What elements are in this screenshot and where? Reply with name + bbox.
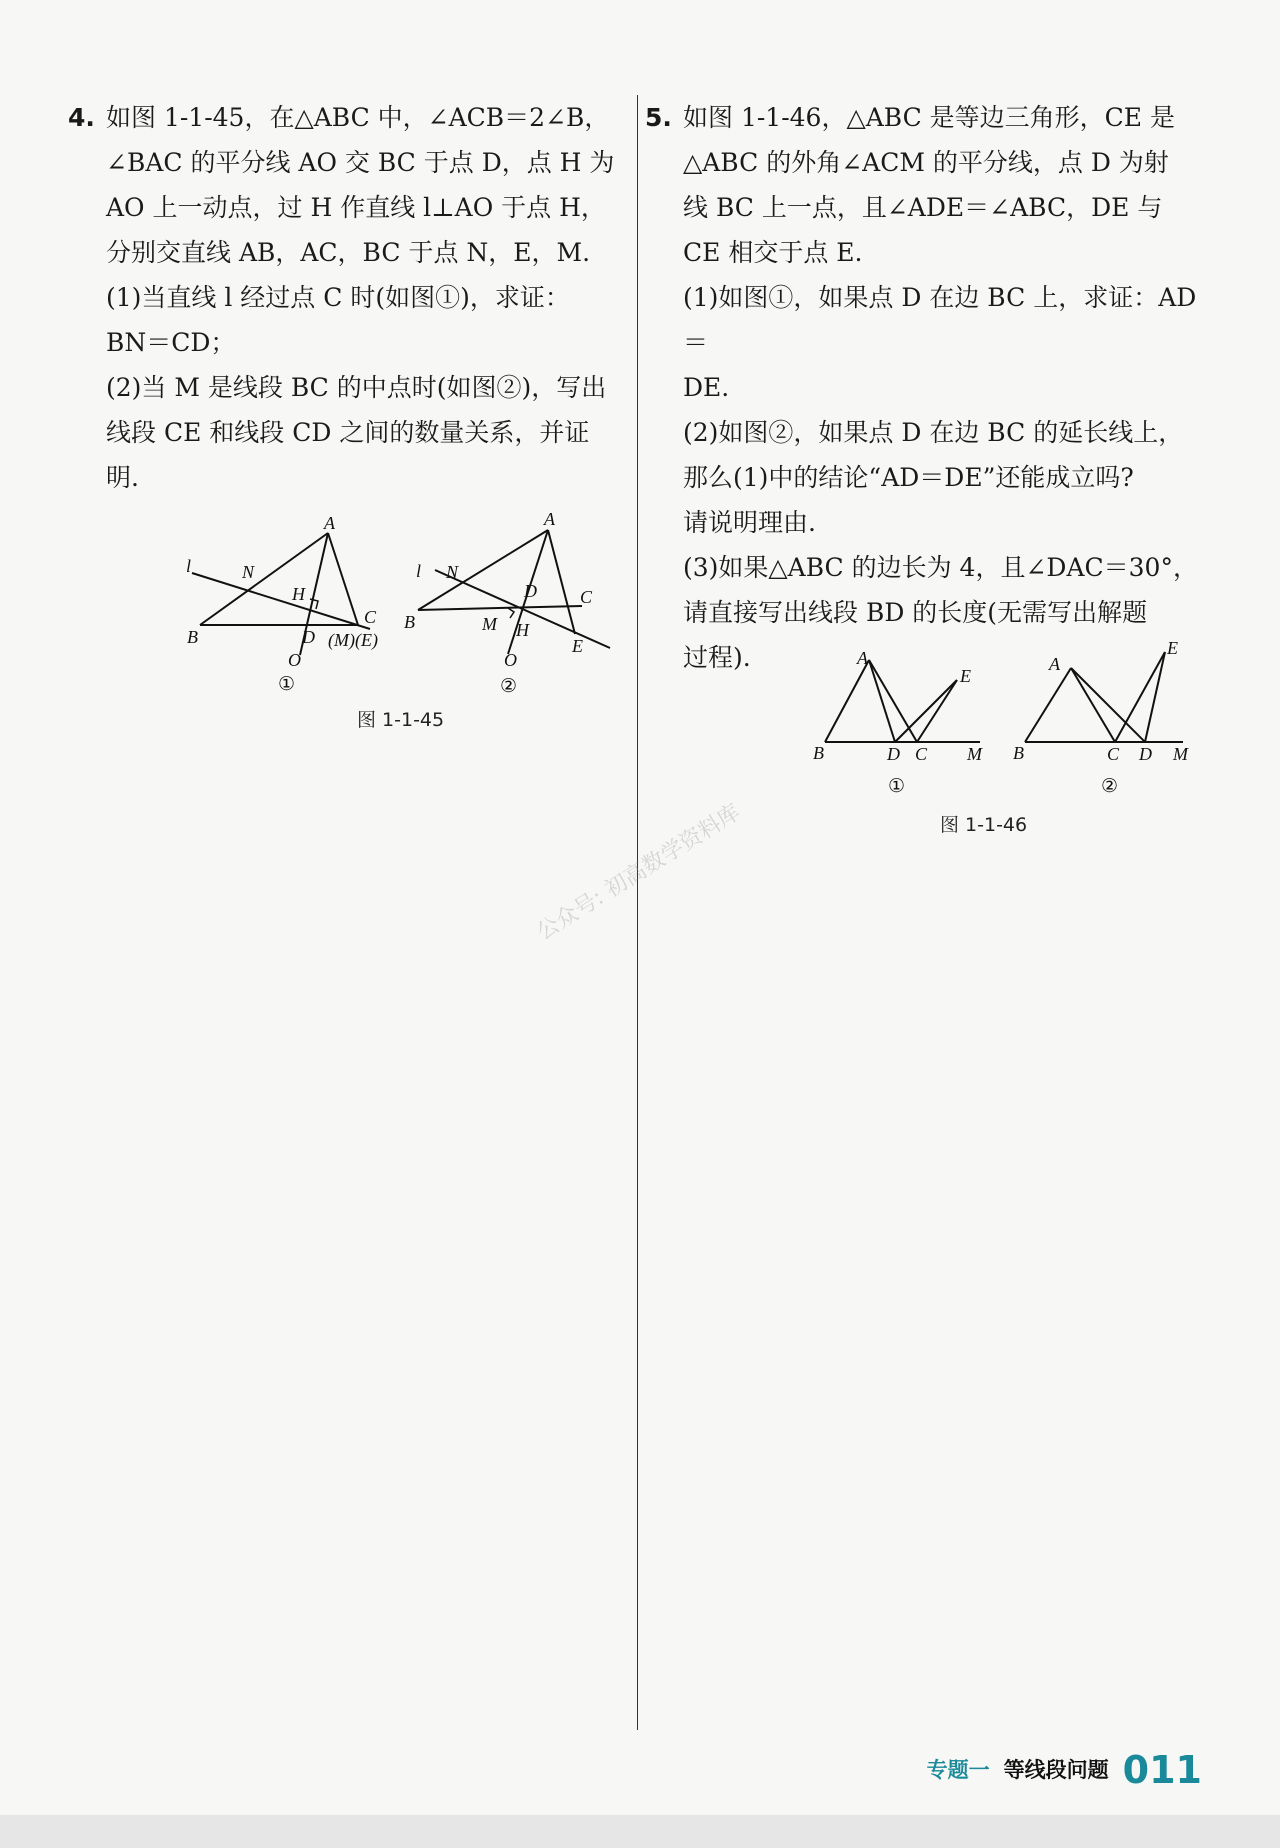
problem-5-line-4: CE 相交于点 E. (683, 238, 863, 267)
label-c: C (580, 587, 593, 607)
label-d: D (524, 581, 537, 601)
figure-index: ① (278, 674, 296, 695)
figure-index: ② (1101, 776, 1119, 797)
label-m: M (967, 744, 982, 764)
problem-4-part-1-line-2: BN＝CD； (106, 328, 236, 357)
problem-5-line-1: 5. 如图 1-1-46，△ABC 是等边三角形，CE 是 (645, 95, 1200, 140)
figure-index: ② (500, 676, 518, 697)
label-a: A (544, 509, 555, 529)
label-n: N (242, 562, 255, 582)
problem-4-line-3: AO 上一动点，过 H 作直线 l⊥AO 于点 H， (106, 193, 606, 222)
problem-5-part-1-line-2: DE. (683, 373, 730, 402)
figure-1-1-46-1 (805, 640, 995, 805)
side-ab (200, 533, 328, 625)
label-c: C (364, 607, 377, 627)
side-ab (825, 660, 869, 742)
side-ab (1025, 668, 1071, 742)
label-b: B (404, 612, 415, 632)
footer-title: 等线段问题 (1003, 1758, 1109, 1782)
page-number: 011 (1122, 1748, 1202, 1792)
label-m: M (482, 614, 497, 634)
problem-5 (645, 95, 1200, 680)
label-d: D (302, 627, 315, 647)
problem-5-part-3-line-2: 请直接写出线段 BD 的长度(无需写出解题 (683, 598, 1148, 627)
problem-5-line-2: △ABC 的外角∠ACM 的平分线，点 D 为射 (683, 148, 1169, 177)
label-c: C (1107, 744, 1120, 764)
label-o: O (288, 650, 301, 670)
label-c: C (915, 744, 928, 764)
segment-de (1145, 652, 1165, 742)
label-n: N (446, 562, 459, 582)
scan-bottom-band (0, 1815, 1280, 1848)
problem-4-part-2-line-3: 明. (106, 463, 139, 492)
label-o: O (504, 650, 517, 670)
label-e: E (572, 636, 583, 656)
label-h: H (516, 620, 529, 640)
side-ac-extended (548, 530, 575, 634)
problem-5-part-1-line-1: (1)如图①，如果点 D 在边 BC 上，求证：AD＝ (683, 283, 1197, 357)
problem-4-line-4: 分别交直线 AB，AC，BC 于点 N，E，M. (106, 238, 591, 267)
column-divider (637, 95, 638, 1730)
problem-5-part-3-line-1: (3)如果△ABC 的边长为 4，且∠DAC＝30°， (683, 553, 1198, 582)
problem-5-part-2-line-3: 请说明理由. (683, 508, 816, 537)
page-footer (927, 1740, 1202, 1790)
figure-1-1-46-2 (1005, 640, 1205, 805)
label-h: H (292, 584, 305, 604)
problem-4 (68, 95, 623, 500)
problem-5-line-3: 线 BC 上一点，且∠ADE＝∠ABC，DE 与 (683, 193, 1163, 222)
watermark: 公众号: 初高数学资料库 (532, 800, 745, 946)
label-l: l (416, 561, 422, 581)
figure-1-1-45-caption: 图 1-1-45 (357, 709, 445, 731)
label-e: E (1167, 638, 1178, 658)
right-angle-mark (508, 608, 514, 618)
problem-4-part-2-line-2: 线段 CE 和线段 CD 之间的数量关系，并证 (106, 418, 590, 447)
problem-4-part-1-line-1: (1)当直线 l 经过点 C 时(如图①)，求证： (106, 283, 570, 312)
bisector-ce (1115, 652, 1165, 742)
side-ac (869, 660, 917, 742)
problem-4-line-1: 4. 如图 1-1-45，在△ABC 中，∠ACB＝2∠B， (68, 95, 623, 140)
footer-topic: 专题一 (926, 1758, 990, 1782)
figure-1-1-45-1 (180, 515, 400, 695)
side-ac (328, 533, 358, 625)
figure-index: ① (888, 776, 906, 797)
segment-ad (869, 660, 895, 742)
bisector-ce (917, 680, 957, 742)
figure-1-1-45-2 (404, 509, 620, 697)
label-b: B (187, 627, 198, 647)
figure-1-1-46-caption: 图 1-1-46 (940, 814, 1028, 836)
segment-de (895, 680, 957, 742)
label-e: E (960, 666, 971, 686)
label-l: l (186, 556, 192, 576)
problem-5-number: 5. (645, 103, 672, 132)
label-b: B (1013, 743, 1024, 763)
label-a: A (857, 648, 868, 668)
label-m-e: (M)(E) (328, 630, 378, 650)
label-a: A (1049, 654, 1060, 674)
problem-5-part-3-line-3: 过程). (683, 643, 751, 672)
label-m: M (1173, 744, 1188, 764)
problem-4-part-2-line-1: (2)当 M 是线段 BC 的中点时(如图②)，写出 (106, 373, 607, 402)
label-a: A (324, 513, 335, 533)
problem-4-number: 4. (68, 103, 95, 132)
problem-5-part-2-line-1: (2)如图②，如果点 D 在边 BC 的延长线上， (683, 418, 1184, 447)
label-d: D (1139, 744, 1152, 764)
problem-5-part-2-line-2: 那么(1)中的结论“AD＝DE”还能成立吗? (683, 463, 1134, 492)
problem-4-line-2: ∠BAC 的平分线 AO 交 BC 于点 D，点 H 为 (106, 148, 615, 177)
label-b: B (813, 743, 824, 763)
label-d: D (887, 744, 900, 764)
side-bc (418, 606, 582, 610)
